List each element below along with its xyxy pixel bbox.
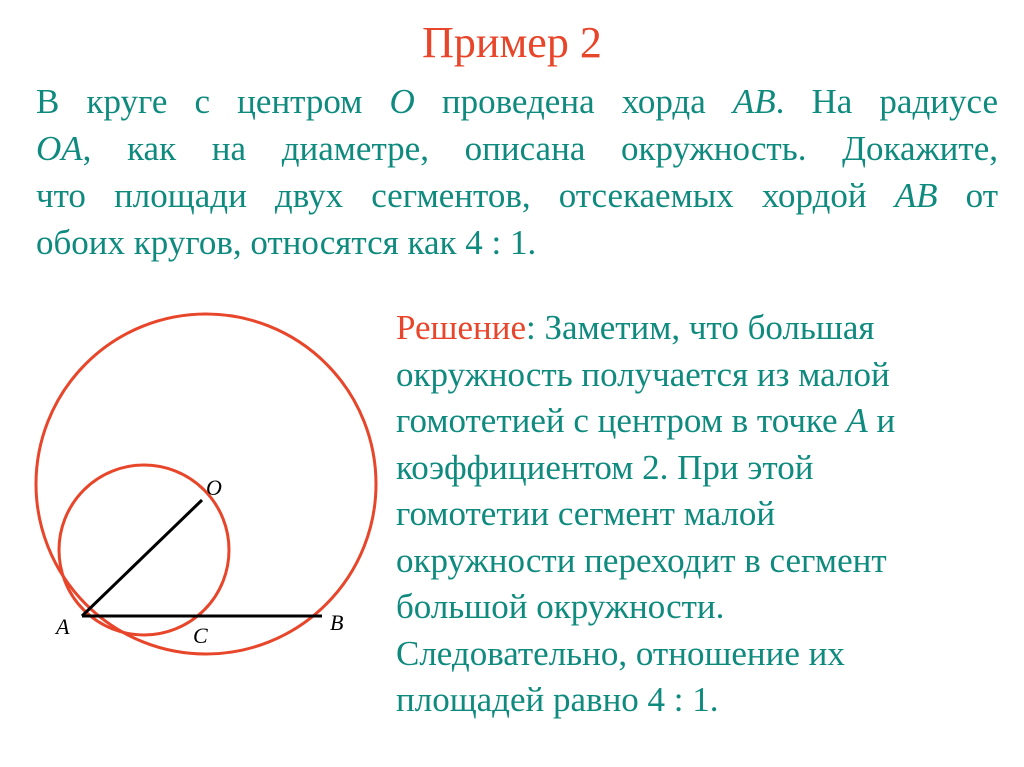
solution-line-5: гомотетии сегмент малой xyxy=(396,494,776,533)
solution-line-1: Решение: Заметим, что большая xyxy=(396,308,875,347)
problem-line-1: В круге с центром O проведена хорда AB. На радиусе xyxy=(36,82,998,121)
solution-text xyxy=(396,305,996,724)
solution-line-2: окружность получается из малой xyxy=(396,354,890,394)
radius-OA xyxy=(82,500,202,616)
problem-line-3: что площади двух сегментов, отсекаемых хордой AB от xyxy=(36,176,998,215)
problem-line-2: OA, как на диаметре, описана окружность. Докажите, xyxy=(36,129,998,168)
solution-line-8: Следовательно, отношение их xyxy=(396,633,845,673)
label-O: O xyxy=(206,475,222,500)
problem-line-4: обоих кругов, относятся как 4 : 1. xyxy=(36,223,537,262)
problem-statement xyxy=(36,78,998,266)
solution-line-7: большой окружности. xyxy=(396,587,725,626)
solution-line-4: коэффициентом 2. При этой xyxy=(396,447,814,487)
geometry-figure xyxy=(0,300,400,700)
small-circle xyxy=(59,465,229,635)
solution-line-9: площадей равно 4 : 1. xyxy=(396,680,719,719)
label-C: C xyxy=(193,623,208,648)
solution-line-3: гомотетией с центром в точке A и xyxy=(396,401,896,440)
solution-label: Решение xyxy=(396,308,527,347)
label-A: A xyxy=(56,614,70,639)
slide-title: Пример 2 xyxy=(422,18,602,67)
label-B: B xyxy=(330,610,344,635)
solution-line-6: окружности переходит в сегмент xyxy=(396,540,887,580)
